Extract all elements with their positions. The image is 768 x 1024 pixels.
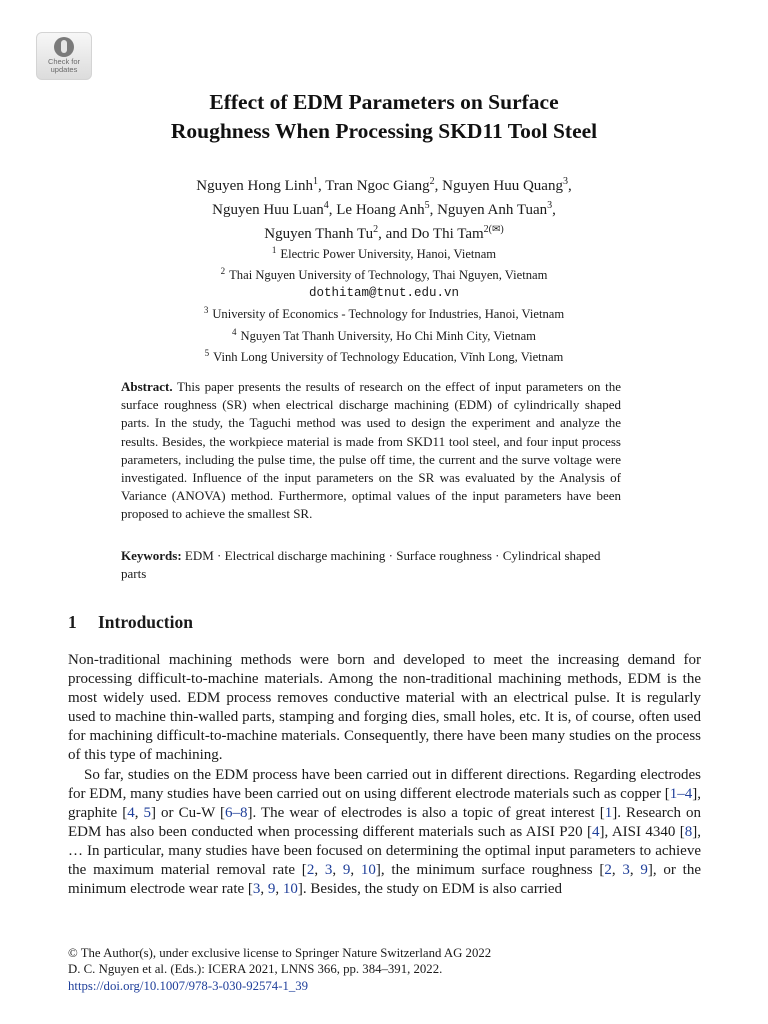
citation-link[interactable]: 5 xyxy=(143,804,151,821)
title-line-2: Roughness When Processing SKD11 Tool Steel xyxy=(170,119,598,143)
title-line-1: Effect of EDM Parameters on Surface xyxy=(209,90,559,114)
citation-link[interactable]: 4 xyxy=(127,804,135,821)
citation-link[interactable]: 9 xyxy=(342,862,351,879)
body-text xyxy=(68,651,701,899)
keywords-text: EDM · Electrical discharge machining · Surface roughness · Cylindrical shaped parts xyxy=(121,548,601,582)
affiliation-2: $^2$ Thai Nguyen University of Technology, Thai Nguyen, Vietnam xyxy=(220,266,548,283)
citation-link[interactable]: 3 xyxy=(324,862,333,879)
affiliation-3: $^3$ University of Economics - Technology for Industries, Hanoi, Vietnam xyxy=(203,305,565,322)
author-line-1: Nguyen Hong Linh$^1$, Tran Ngoc Giang$^2$, Nguyen Huu Quang$^3$, xyxy=(196,176,572,194)
check-for-updates-badge[interactable] xyxy=(36,32,92,80)
author-name: Nguyen Thanh Tu xyxy=(264,226,374,242)
author-name: Tran Ngoc Giang xyxy=(325,178,430,194)
paragraph-1: Non-traditional machining methods were born and developed to meet the increasing demand for processing difficult-to-machine materials. Among the non-traditional machining methods, EDM is the most widely used. EDM process removes conductive material with an electrical pulse. It is regularly used to machine thin-walled parts, stamping and forging dies, small holes, etc. It is, of course, often used for machining difficult-to-machine materials. Consequently, there have been many studies on the process of this type of machining. xyxy=(68,652,701,764)
citation-line: D. C. Nguyen et al. (Eds.): ICERA 2021, LNNS 366, pp. 384–391, 2022. xyxy=(68,962,443,977)
author-name: Nguyen Hong Linh xyxy=(196,178,313,194)
paper-title xyxy=(0,88,768,146)
keywords xyxy=(121,547,621,583)
abstract xyxy=(121,378,621,524)
author-line-3: Nguyen Thanh Tu$^2$, and Do Thi Tam$^{2(✉)}$ xyxy=(264,224,504,242)
citation-link[interactable]: 10 xyxy=(282,881,298,898)
abstract-text: This paper presents the results of research on the effect of input parameters on the surface roughness (SR) when electrical discharge machining (EDM) of cylindrically shaped parts. In the study, the Taguchi method was used to design the experiment and analyze the results. Besides, the workpiece material is made from SKD11 tool steel, and four input process parameters, including the pulse time, the pulse off time, the current and the surve voltage were investigated. Influence of the input parameters on the SR was evaluated by the Analysis of Variance (ANOVA) method. Furthermore, optimal values of the input parameters have been proposed to achieve the smallest SR. xyxy=(121,379,621,522)
citation-link[interactable]: 10 xyxy=(360,862,376,879)
citation-link[interactable]: 2 xyxy=(306,862,315,879)
copyright-line: © The Author(s), under exclusive license to Springer Nature Switzerland AG 2022 xyxy=(68,946,492,960)
section-title: Introduction xyxy=(98,612,193,632)
citation-link[interactable]: 4 xyxy=(592,823,600,840)
paragraph-2: So far, studies on the EDM process have been carried out in different directions. Regarding electrodes for EDM, many studies have been carried out on using different electrode materials such as copper [1–4], graphite [4, 5] or Cu-W [6–8]. The wear of electrodes is also a topic of great interest [1]. Research on EDM has also been conducted when processing different materials such as AISI P20 [4], AISI 4340 [8], … In particular, many studies have been focused on determining the optimal input parameters to achieve the maximum material removal rate [2, 3, 9, 10], the minimum surface roughness [2, 3, 9], or the minimum electrode wear rate [3, 9, 10]. Besides, the study on EDM is also carried xyxy=(68,766,702,898)
section-number: 1 xyxy=(68,612,77,632)
section-heading xyxy=(68,612,193,633)
contact-email[interactable]: dothitam@tnut.edu.vn xyxy=(308,285,460,300)
keywords-label: Keywords: xyxy=(121,548,182,563)
citation-link[interactable]: 1–4 xyxy=(669,785,693,802)
citation-link[interactable]: 2 xyxy=(604,862,612,879)
author-list xyxy=(0,172,768,244)
author-name: Nguyen Huu Quang xyxy=(442,178,563,194)
affiliations xyxy=(0,242,768,367)
citation-link[interactable]: 3 xyxy=(622,862,630,879)
author-line-2: Nguyen Huu Luan$^4$, Le Hoang Anh$^5$, Nguyen Anh Tuan$^3$, xyxy=(212,200,556,218)
author-name: Nguyen Huu Luan xyxy=(212,202,324,218)
author-name: Nguyen Anh Tuan xyxy=(437,202,548,218)
citation-link[interactable]: 6–8 xyxy=(225,804,248,821)
envelope-icon[interactable]: ✉ xyxy=(492,224,501,235)
footer xyxy=(68,945,491,994)
affiliation-5: $^5$ Vinh Long University of Technology Education, Vĩnh Long, Vietnam xyxy=(204,348,564,365)
check-updates-icon xyxy=(54,37,74,57)
corresponding-author-name: Do Thi Tam xyxy=(411,226,484,242)
abstract-label: Abstract. xyxy=(121,379,173,394)
doi-link[interactable]: https://doi.org/10.1007/978-3-030-92574-1_39 xyxy=(68,978,309,993)
citation-link[interactable]: 8 xyxy=(684,823,693,840)
author-name: Le Hoang Anh xyxy=(336,202,425,218)
citation-link[interactable]: 3 xyxy=(252,881,261,898)
citation-link[interactable]: 9 xyxy=(267,881,276,898)
affiliation-1: $^1$ Electric Power University, Hanoi, Vietnam xyxy=(271,245,497,262)
badge-label: Check for updates xyxy=(47,57,81,74)
citation-link[interactable]: 1 xyxy=(604,804,613,821)
affiliation-4: $^4$ Nguyen Tat Thanh University, Ho Chi Minh City, Vietnam xyxy=(232,326,536,343)
citation-link[interactable]: 9 xyxy=(640,862,648,879)
